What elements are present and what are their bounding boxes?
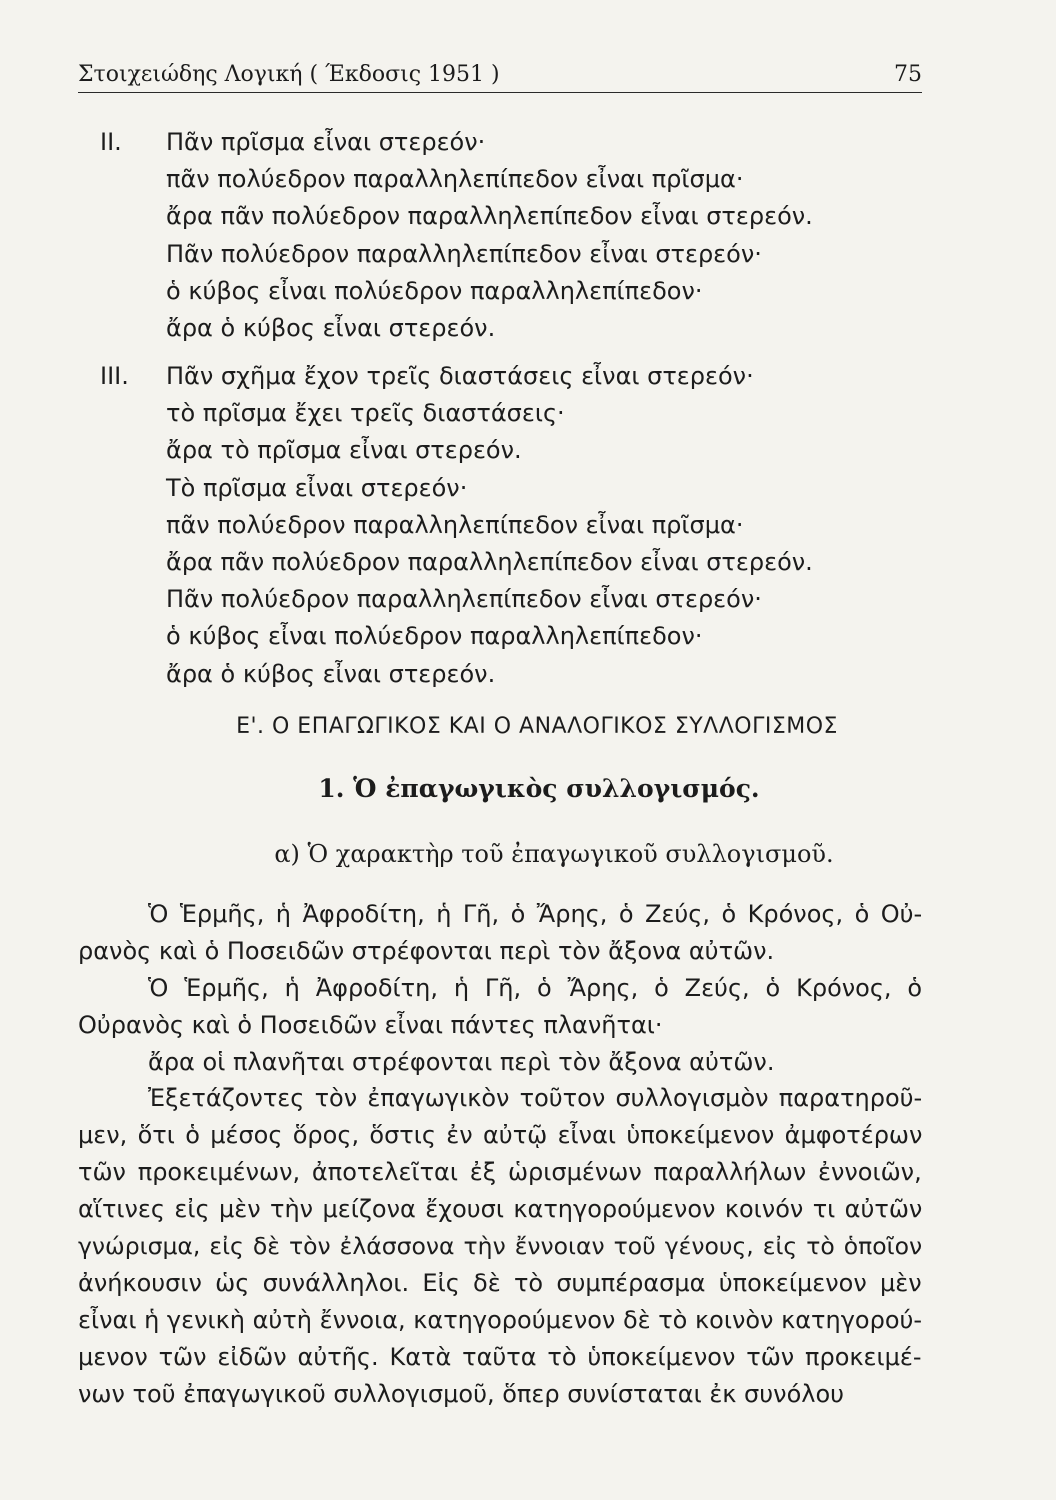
page-number: 75 bbox=[894, 62, 922, 87]
syllogism-line: τὸ πρῖσμα ἔχει τρεῖς διαστάσεις· bbox=[166, 399, 565, 428]
paragraph-line bbox=[78, 1080, 922, 1117]
paragraph-line bbox=[78, 1265, 922, 1302]
section-heading: Ε'. Ο ΕΠΑΓΩΓΙΚΟΣ ΚΑΙ Ο ΑΝΑΛΟΓΙΚΟΣ ΣΥΛΛΟΓΙΣΜΟΣ bbox=[236, 714, 838, 739]
paragraph-line bbox=[78, 933, 922, 970]
line-text: ἄρα οἱ πλανῆται στρέφονται περὶ τὸν ἄξονα αὐτῶν. bbox=[148, 1047, 775, 1076]
paragraph-line bbox=[78, 970, 922, 1007]
syllogism-line: πᾶν πολύεδρον παραλληλεπίπεδον εἶναι πρῖσμα· bbox=[166, 165, 744, 194]
syllogism-line: Τὸ πρῖσμα εἶναι στερεόν· bbox=[166, 473, 468, 502]
syllogism-block-ii bbox=[100, 124, 813, 347]
syllogism-line: ἄρα ὁ κύβος εἶναι στερεόν. bbox=[166, 659, 496, 688]
paragraph-line bbox=[78, 1191, 922, 1228]
roman-numeral-ii: II. bbox=[100, 128, 122, 156]
page-header bbox=[78, 60, 922, 93]
syllogism-block-iii bbox=[100, 358, 813, 693]
line-text: εἶναι ἡ γενικὴ αὐτὴ ἔννοια, κατηγορούμενον δὲ τὸ κοινὸν κατηγορού- bbox=[78, 1305, 923, 1334]
paragraph-line bbox=[78, 1117, 922, 1154]
syllogism-line bbox=[100, 358, 813, 395]
syllogism-line: Πᾶν πολύεδρον παραλληλεπίπεδον εἶναι στερεόν· bbox=[166, 239, 762, 268]
subsection-heading: 1. Ὁ ἐπαγωγικὸς συλλογισμός. bbox=[318, 774, 760, 803]
line-text: μενον τῶν εἰδῶν αὐτῆς. Κατὰ ταῦτα τὸ ὑποκείμενον τῶν προκειμέ- bbox=[78, 1342, 922, 1371]
syllogism-line bbox=[100, 124, 813, 161]
syllogism-line: ὁ κύβος εἶναι πολύεδρον παραλληλεπίπεδον· bbox=[166, 276, 703, 305]
body-text bbox=[78, 896, 922, 1412]
syllogism-text: Πᾶν σχῆμα ἔχον τρεῖς διαστάσεις εἶναι στερεόν· bbox=[166, 362, 754, 390]
syllogism-line: πᾶν πολύεδρον παραλληλεπίπεδον εἶναι πρῖσμα· bbox=[166, 510, 744, 539]
syllogism-line: ἄρα ὁ κύβος εἶναι στερεόν. bbox=[166, 313, 496, 342]
paragraph-line bbox=[78, 1302, 922, 1339]
paragraph-line bbox=[78, 1339, 922, 1376]
paragraph-line bbox=[78, 1007, 922, 1044]
roman-numeral-iii: III. bbox=[100, 362, 129, 390]
syllogism-line: Πᾶν πολύεδρον παραλληλεπίπεδον εἶναι στερεόν· bbox=[166, 585, 762, 614]
subsubsection-heading: α) Ὁ χαρακτὴρ τοῦ ἐπαγωγικοῦ συλλογισμοῦ. bbox=[274, 840, 834, 868]
line-text: Οὐρανὸς καὶ ὁ Ποσειδῶν εἶναι πάντες πλανῆται· bbox=[78, 1010, 663, 1039]
paragraph-line bbox=[78, 1044, 922, 1081]
paragraph-line bbox=[78, 1228, 922, 1265]
line-text: Ὁ Ἑρμῆς, ἡ Ἀφροδίτη, ἡ Γῆ, ὁ Ἄρης, ὁ Ζεύς, ὁ Κρόνος, ὁ bbox=[148, 973, 923, 1002]
line-text: ἀνήκουσιν ὡς συνάλληλοι. Εἰς δὲ τὸ συμπέρασμα ὑποκείμενον μὲν bbox=[78, 1268, 922, 1297]
line-text: Ἐξετάζοντες τὸν ἐπαγωγικὸν τοῦτον συλλογισμὸν παρατηροῦ- bbox=[148, 1084, 923, 1113]
line-text: ρανὸς καὶ ὁ Ποσειδῶν στρέφονται περὶ τὸν ἄξονα αὐτῶν. bbox=[78, 936, 775, 965]
syllogism-line: ἄρα τὸ πρῖσμα εἶναι στερεόν. bbox=[166, 436, 522, 465]
paragraph-line bbox=[78, 896, 922, 933]
paragraph-line bbox=[78, 1154, 922, 1191]
syllogism-line: ὁ κύβος εἶναι πολύεδρον παραλληλεπίπεδον· bbox=[166, 622, 703, 651]
line-text: αἵτινες εἰς μὲν τὴν μείζονα ἔχουσι κατηγορούμενον κοινόν τι αὐτῶν bbox=[78, 1195, 923, 1224]
line-text: γνώρισμα, εἰς δὲ τὸν ἐλάσσονα τὴν ἔννοιαν τοῦ γένους, εἰς τὸ ὁποῖον bbox=[78, 1232, 923, 1261]
line-text: μεν, ὅτι ὁ μέσος ὅρος, ὅστις ἐν αὐτῷ εἶναι ὑποκείμενον ἀμφοτέρων bbox=[78, 1121, 923, 1150]
syllogism-text: Πᾶν πρῖσμα εἶναι στερεόν· bbox=[166, 128, 486, 156]
syllogism-line: ἄρα πᾶν πολύεδρον παραλληλεπίπεδον εἶναι στερεόν. bbox=[166, 202, 813, 231]
line-text: Ὁ Ἑρμῆς, ἡ Ἀφροδίτη, ἡ Γῆ, ὁ Ἄρης, ὁ Ζεύς, ὁ Κρόνος, ὁ Οὐ- bbox=[148, 900, 923, 928]
syllogism-line: ἄρα πᾶν πολύεδρον παραλληλεπίπεδον εἶναι στερεόν. bbox=[166, 547, 813, 576]
running-title: Στοιχειώδης Λογική ( Έκδοσις 1951 ) bbox=[78, 62, 500, 87]
line-text: νων τοῦ ἐπαγωγικοῦ συλλογισμοῦ, ὅπερ συνίσταται ἐκ συνόλου bbox=[78, 1379, 845, 1408]
line-text: τῶν προκειμένων, ἀποτελεῖται ἐξ ὡρισμένων παραλλήλων ἐννοιῶν, bbox=[78, 1158, 922, 1187]
paragraph-line bbox=[78, 1376, 922, 1413]
